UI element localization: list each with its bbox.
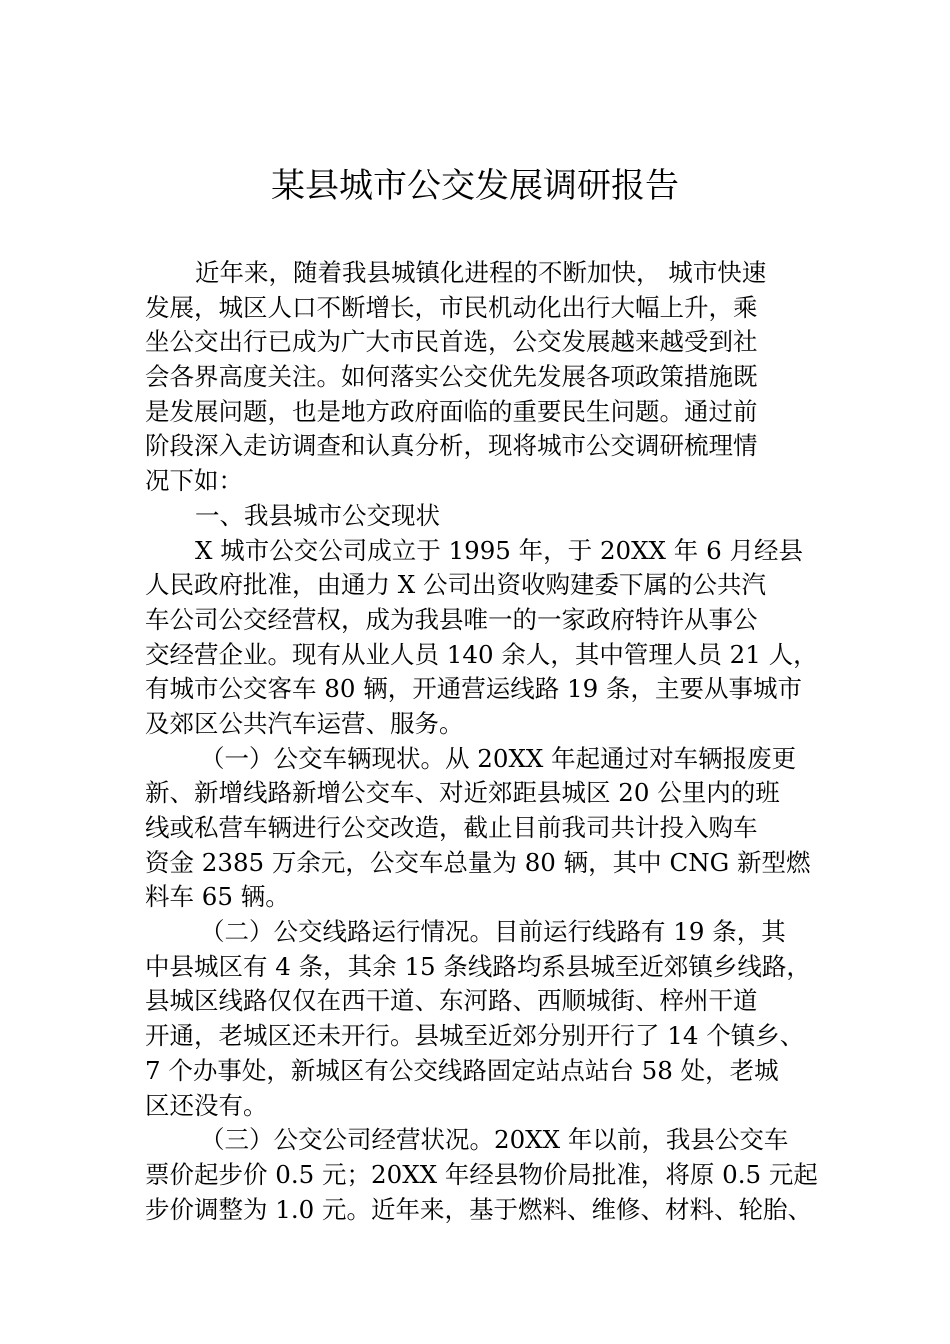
paragraph-line: 交经营企业。现有从业人员 140 余人，其中管理人员 21 人， (145, 639, 818, 669)
subsection-line: （三）公交公司经营状况。20XX 年以前，我县公交车 (200, 1125, 789, 1155)
document-body (145, 256, 827, 1227)
paragraph-line: X 城市公交公司成立于 1995 年，于 20XX 年 6 月经县 (195, 535, 803, 565)
paragraph-line: 开通，老城区还未开行。县城至近郊分别开行了 14 个镇乡、 (145, 1021, 805, 1051)
paragraph-line: 车公司公交经营权，成为我县唯一的一家政府特许从事公 (145, 604, 758, 634)
paragraph-line: 资金 2385 万余元，公交车总量为 80 辆，其中 CNG 新型燃 (145, 847, 811, 877)
paragraph-line: 县城区线路仅仅在西干道、东河路、西顺城街、梓州干道 (145, 986, 758, 1016)
paragraph-line: 发展，城区人口不断增长，市民机动化出行大幅上升，乘 (145, 292, 758, 322)
paragraph-line: 区还没有。 (145, 1090, 268, 1120)
paragraph-line: 票价起步价 0.5 元；20XX 年经县物价局批准，将原 0.5 元起 (145, 1159, 818, 1189)
paragraph-line: 阶段深入走访调查和认真分析，现将城市公交调研梳理情 (145, 431, 758, 461)
paragraph-line: 料车 65 辆。 (145, 882, 290, 912)
document-title: 某县城市公交发展调研报告 (271, 166, 679, 206)
paragraph-line: 况下如： (145, 466, 243, 496)
paragraph-line: 会各界高度关注。如何落实公交优先发展各项政策措施既 (145, 362, 758, 392)
paragraph-line: 近年来，随着我县城镇化进程的不断加快， 城市快速 (195, 258, 767, 287)
subsection-line: （一）公交车辆现状。从 20XX 年起通过对车辆报废更 (200, 743, 797, 773)
paragraph-line: 新、新增线路新增公交车、对近郊距县城区 20 公里内的班 (145, 778, 780, 808)
paragraph-line: 步价调整为 1.0 元。近年来，基于燃料、维修、材料、轮胎、 (145, 1194, 813, 1224)
paragraph-line: 有城市公交客车 80 辆，开通营运线路 19 条，主要从事城市 (145, 674, 802, 704)
subsection-line: （二）公交线路运行情况。目前运行线路有 19 条，其 (200, 917, 786, 947)
paragraph-line: 及郊区公共汽车运营、服务。 (145, 708, 464, 738)
paragraph-line: 是发展问题，也是地方政府面临的重要民生问题。通过前 (145, 396, 758, 426)
paragraph-line: 坐公交出行已成为广大市民首选，公交发展越来越受到社 (145, 327, 758, 357)
section-heading: 一、我县城市公交现状 (195, 500, 440, 530)
paragraph-line: 7 个办事处，新城区有公交线路固定站点站台 58 处，老城 (145, 1055, 779, 1085)
paragraph-line: 人民政府批准，由通力 X 公司出资收购建委下属的公共汽 (145, 570, 767, 600)
paragraph-line: 中县城区有 4 条，其余 15 条线路均系县城至近郊镇乡线路， (145, 951, 811, 981)
paragraph-line: 线或私营车辆进行公交改造，截止目前我司共计投入购车 (145, 813, 758, 842)
